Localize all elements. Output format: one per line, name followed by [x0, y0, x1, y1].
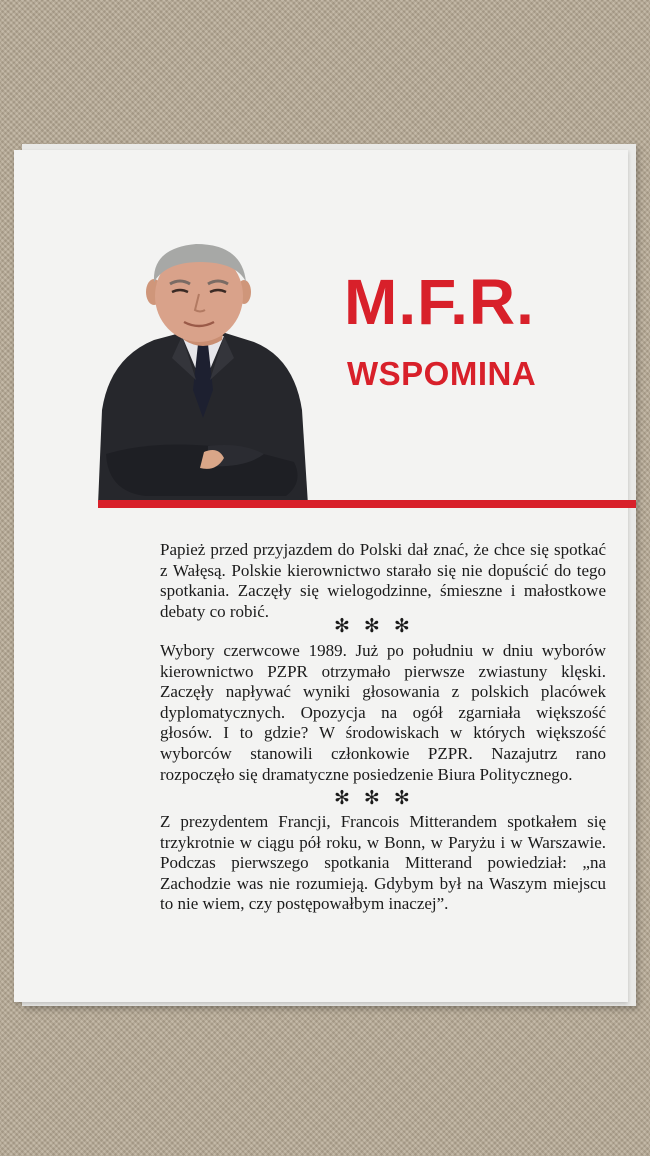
excerpt-papiez: Papież przed przyjazdem do Polski dał znać, że chce się spotkać z Wałęsą. Polskie kierownictwo starało się nie dopuścić do tego spotkania. Zaczęły się wielogodzinne, śmieszne i małostkowe debaty co robić. — [160, 540, 606, 621]
red-rule — [98, 500, 636, 508]
excerpt-wybory: Wybory czerwcowe 1989. Już po południu w dniu wyborów kierownictwo PZPR otrzymało pierwsze zwiastuny klęski. Zaczęły napływać wyniki głosowania z polskich placówek dyplomatycznych. Opozycja na ogół zgarniała większość głosów. I to gdzie? W środowiskach w których większość wyborców stanowili członkowie PZPR. Nazajutrz rano rozpoczęło się dramatyczne posiedzenie Biura Politycznego. — [160, 641, 606, 784]
excerpt-mitterand: Z prezydentem Francji, Francois Mitterandem spotkałem się trzykrotnie w ciągu pół roku, w Bonn, w Paryżu i w Warszawie. Podczas pierwszego spotkania Mitterand powiedział: „na Zachodzie was nie rozumieją. Gdybym był na Waszym miejscu to nie wiem, czy postępowałbym inaczej”. — [160, 812, 606, 914]
author-portrait — [96, 240, 310, 508]
section-separator: ✻✻✻ — [334, 788, 424, 809]
book-subtitle: WSPOMINA — [347, 355, 537, 392]
book-title: M.F.R. — [344, 266, 535, 338]
section-separator: ✻✻✻ — [334, 616, 424, 637]
